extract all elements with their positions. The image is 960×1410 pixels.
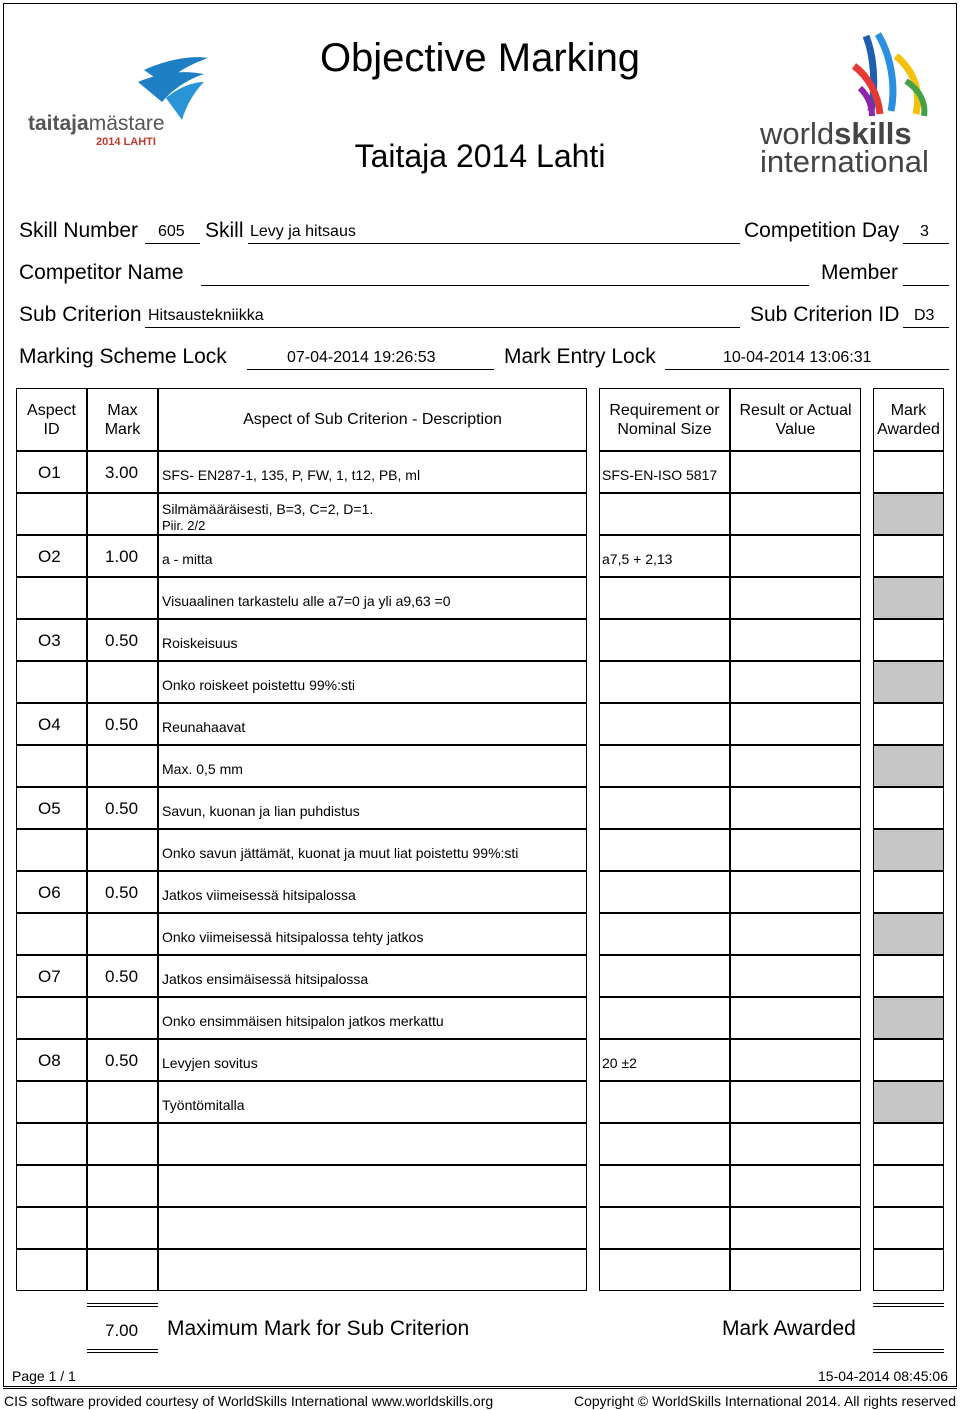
col-mark-awarded: Mark Awarded <box>873 388 944 451</box>
table-cell <box>158 1249 587 1291</box>
max-mark-total: 7.00 <box>105 1321 139 1340</box>
table-cell <box>16 1123 87 1165</box>
aspect-max-mark: 0.50 <box>105 631 139 650</box>
result-cell[interactable] <box>730 703 861 745</box>
sub-criterion-value: Hitsaustekniikka <box>148 307 264 324</box>
col-description: Aspect of Sub Criterion - Description <box>158 388 587 451</box>
aspect-description: Levyjen sovitus <box>162 1055 258 1071</box>
aspect-requirement: 20 ±2 <box>602 1055 637 1071</box>
table-cell <box>16 661 87 703</box>
table-cell <box>599 955 730 997</box>
aspect-max-mark: 0.50 <box>105 967 139 986</box>
table-cell <box>599 1249 730 1291</box>
aspect-description: Savun, kuonan ja lian puhdistus <box>162 803 360 819</box>
mark-awarded-cell[interactable] <box>873 913 944 955</box>
aspect-max-mark: 3.00 <box>105 463 139 482</box>
mark-awarded-cell[interactable] <box>873 661 944 703</box>
sub-criterion-label: Sub Criterion <box>19 303 142 326</box>
footer-copyright: Copyright © WorldSkills International 2014. All rights reserved <box>573 1393 956 1409</box>
mark-awarded-cell[interactable] <box>873 535 944 577</box>
table-cell <box>87 745 158 787</box>
aspect-sub-description: Onko ensimmäisen hitsipalon jatkos merkattu <box>162 1013 444 1029</box>
aspect-description: Jatkos viimeisessä hitsipalossa <box>162 887 356 903</box>
aspect-max-mark: 1.00 <box>105 547 139 566</box>
aspect-description: Jatkos ensimäisessä hitsipalossa <box>162 971 369 987</box>
mark-awarded-cell[interactable] <box>873 1165 944 1207</box>
aspect-sub-description: Onko savun jättämät, kuonat ja muut liat poistettu 99%:sti <box>162 845 519 861</box>
col-aspect-id: Aspect ID <box>16 388 87 451</box>
mark-awarded-cell[interactable] <box>873 787 944 829</box>
aspect-id: O1 <box>38 463 61 482</box>
aspect-sub-description: Onko roiskeet poistettu 99%:sti <box>162 677 355 693</box>
mark-awarded-cell[interactable] <box>873 1081 944 1123</box>
aspect-id: O4 <box>38 715 61 734</box>
aspect-max-mark: 0.50 <box>105 799 139 818</box>
aspect-sub-description: Visuaalinen tarkastelu alle a7=0 ja yli a9,63 =0 <box>162 593 451 609</box>
result-cell[interactable] <box>730 1039 861 1081</box>
result-cell[interactable] <box>730 1165 861 1207</box>
print-timestamp: 15-04-2014 08:45:06 <box>818 1368 948 1384</box>
table-cell <box>87 997 158 1039</box>
result-cell[interactable] <box>730 1249 861 1291</box>
mark-awarded-cell[interactable] <box>873 493 944 535</box>
table-cell <box>87 829 158 871</box>
table-cell <box>87 1081 158 1123</box>
sub-criterion-id-value: D3 <box>914 307 935 324</box>
table-cell <box>599 1123 730 1165</box>
aspect-description: Roiskeisuus <box>162 635 238 651</box>
member-label: Member <box>821 261 899 284</box>
aspect-id: O3 <box>38 631 61 650</box>
result-cell[interactable] <box>730 787 861 829</box>
aspect-max-mark: 0.50 <box>105 1051 139 1070</box>
table-cell <box>16 745 87 787</box>
competition-day-label: Competition Day <box>744 219 900 242</box>
result-cell[interactable] <box>730 745 861 787</box>
table-cell <box>599 997 730 1039</box>
table-cell <box>599 577 730 619</box>
aspect-requirement: a7,5 + 2,13 <box>602 551 673 567</box>
result-cell[interactable] <box>730 451 861 493</box>
result-cell[interactable] <box>730 955 861 997</box>
mark-awarded-cell[interactable] <box>873 871 944 913</box>
table-cell <box>599 745 730 787</box>
marking-scheme-lock-value: 07-04-2014 19:26:53 <box>287 349 436 366</box>
aspect-id: O7 <box>38 967 61 986</box>
mark-awarded-cell[interactable] <box>873 703 944 745</box>
col-result: Result or Actual Value <box>730 388 861 451</box>
table-cell <box>87 1123 158 1165</box>
result-cell[interactable] <box>730 535 861 577</box>
competition-day-value: 3 <box>920 223 929 240</box>
aspect-sub-description: Silmämääräisesti, B=3, C=2, D=1. <box>162 501 374 517</box>
result-cell[interactable] <box>730 493 861 535</box>
mark-awarded-cell[interactable] <box>873 955 944 997</box>
table-cell <box>87 1207 158 1249</box>
aspect-sub-description: Max. 0,5 mm <box>162 761 243 777</box>
svg-text:worldskills: worldskills <box>760 116 912 151</box>
mark-awarded-cell[interactable] <box>873 1207 944 1249</box>
aspect-description: Reunahaavat <box>162 719 246 735</box>
marking-scheme-lock-label: Marking Scheme Lock <box>19 345 227 368</box>
aspect-id: O8 <box>38 1051 61 1070</box>
table-cell <box>16 493 87 535</box>
aspect-id: O2 <box>38 547 61 566</box>
svg-text:taitajamästare: taitajamästare <box>28 112 165 135</box>
table-cell <box>87 577 158 619</box>
table-cell <box>599 787 730 829</box>
result-cell[interactable] <box>730 577 861 619</box>
table-cell <box>599 913 730 955</box>
table-cell <box>599 493 730 535</box>
result-cell[interactable] <box>730 997 861 1039</box>
mark-awarded-cell[interactable] <box>873 451 944 493</box>
competitor-name-label: Competitor Name <box>19 261 184 284</box>
max-mark-label: Maximum Mark for Sub Criterion <box>167 1317 470 1340</box>
result-cell[interactable] <box>730 1081 861 1123</box>
aspect-id: O5 <box>38 799 61 818</box>
table-cell <box>87 1249 158 1291</box>
result-cell[interactable] <box>730 1123 861 1165</box>
mark-awarded-label: Mark Awarded <box>722 1317 856 1340</box>
mark-awarded-cell[interactable] <box>873 1249 944 1291</box>
aspect-sub-description-2: Piir. 2/2 <box>162 518 206 533</box>
table-cell <box>599 1207 730 1249</box>
svg-text:2014 LAHTI: 2014 LAHTI <box>96 136 156 148</box>
result-cell[interactable] <box>730 1207 861 1249</box>
table-cell <box>16 1081 87 1123</box>
skill-label: Skill <box>205 219 244 242</box>
aspect-sub-description: Työntömitalla <box>162 1097 245 1113</box>
page-number: Page 1 / 1 <box>12 1368 76 1384</box>
skill-value: Levy ja hitsaus <box>250 223 356 240</box>
table-cell <box>16 913 87 955</box>
footer-credit: CIS software provided courtesy of WorldSkills International www.worldskills.org <box>4 1393 494 1409</box>
page-title: Objective Marking <box>319 36 641 80</box>
result-cell[interactable] <box>730 619 861 661</box>
table-cell <box>599 829 730 871</box>
aspect-max-mark: 0.50 <box>105 715 139 734</box>
table-cell <box>87 913 158 955</box>
table-cell <box>16 577 87 619</box>
mark-awarded-cell[interactable] <box>873 1123 944 1165</box>
table-cell <box>158 535 587 577</box>
table-cell <box>16 829 87 871</box>
skill-number-value: 605 <box>158 223 185 240</box>
table-cell <box>16 997 87 1039</box>
table-cell <box>158 1207 587 1249</box>
aspect-max-mark: 0.50 <box>105 883 139 902</box>
mark-awarded-cell[interactable] <box>873 577 944 619</box>
table-cell <box>16 1207 87 1249</box>
mark-awarded-cell[interactable] <box>873 745 944 787</box>
result-cell[interactable] <box>730 871 861 913</box>
mark-awarded-cell[interactable] <box>873 997 944 1039</box>
table-cell <box>599 703 730 745</box>
table-cell <box>87 661 158 703</box>
result-cell[interactable] <box>730 661 861 703</box>
table-cell <box>158 1123 587 1165</box>
col-max-mark: Max Mark <box>87 388 158 451</box>
aspect-description: a - mitta <box>162 551 213 567</box>
page-subtitle: Taitaja 2014 Lahti <box>354 138 606 174</box>
table-cell <box>599 1081 730 1123</box>
mark-awarded-cell[interactable] <box>873 1039 944 1081</box>
table-cell <box>158 1165 587 1207</box>
mark-entry-lock-label: Mark Entry Lock <box>504 345 656 368</box>
result-cell[interactable] <box>730 913 861 955</box>
aspect-description: SFS- EN287-1, 135, P, FW, 1, t12, PB, ml <box>162 467 421 483</box>
table-cell <box>599 871 730 913</box>
mark-entry-lock-value: 10-04-2014 13:06:31 <box>723 349 872 366</box>
result-cell[interactable] <box>730 829 861 871</box>
table-cell <box>599 1165 730 1207</box>
aspect-requirement: SFS-EN-ISO 5817 <box>602 467 718 483</box>
table-cell <box>599 661 730 703</box>
svg-text:international: international <box>760 144 929 176</box>
skill-number-label: Skill Number <box>19 219 139 242</box>
table-cell <box>16 1249 87 1291</box>
sub-criterion-id-label: Sub Criterion ID <box>750 303 900 326</box>
aspect-id: O6 <box>38 883 61 902</box>
table-cell <box>599 619 730 661</box>
col-requirement: Requirement or Nominal Size <box>599 388 730 451</box>
table-cell <box>87 1165 158 1207</box>
table-cell <box>87 493 158 535</box>
aspect-sub-description: Onko viimeisessä hitsipalossa tehty jatkos <box>162 929 424 945</box>
mark-awarded-cell[interactable] <box>873 829 944 871</box>
mark-awarded-cell[interactable] <box>873 619 944 661</box>
table-cell <box>16 1165 87 1207</box>
